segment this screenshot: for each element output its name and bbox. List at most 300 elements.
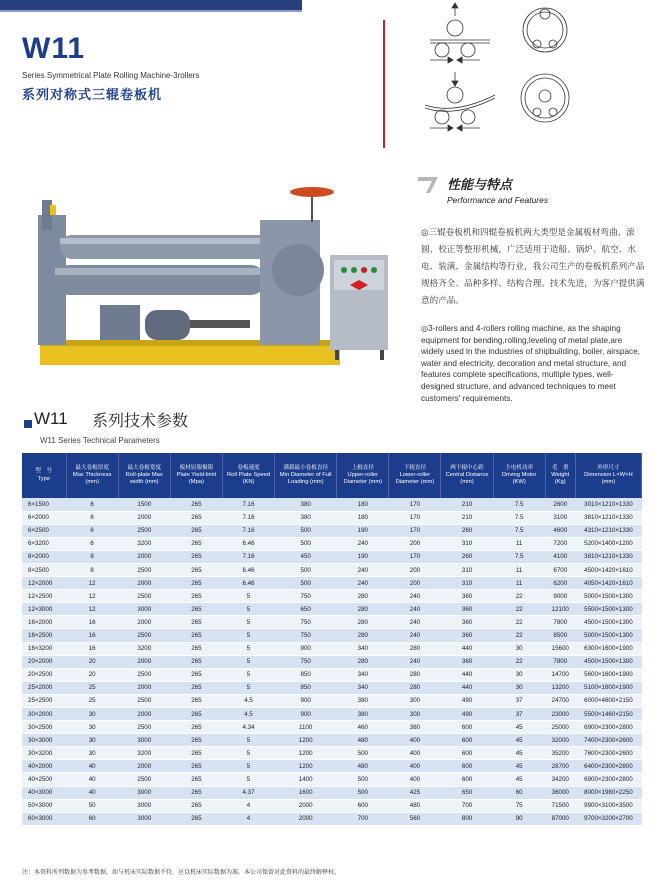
table-cell: 4310×1210×1330 bbox=[575, 524, 641, 537]
table-cell: 265 bbox=[170, 616, 222, 629]
table-cell: 460 bbox=[337, 721, 389, 734]
table-cell: 30 bbox=[493, 642, 545, 655]
table-cell: 500 bbox=[275, 524, 337, 537]
table-cell: 3000 bbox=[118, 786, 170, 799]
table-cell: 6.46 bbox=[222, 577, 274, 590]
column-header-cn: 主电机功率 bbox=[505, 464, 534, 471]
table-cell: 45 bbox=[493, 734, 545, 747]
table-cell: 50×3000 bbox=[22, 799, 66, 812]
table-row bbox=[22, 760, 642, 773]
table-cell: 6×3200 bbox=[22, 537, 66, 550]
table-cell: 28700 bbox=[545, 760, 575, 773]
table-cell: 5 bbox=[222, 734, 274, 747]
table-cell: 240 bbox=[389, 655, 441, 668]
table-cell: 360 bbox=[441, 590, 493, 603]
column-header bbox=[441, 453, 493, 498]
table-cell: 11 bbox=[493, 537, 545, 550]
table-cell: 2500 bbox=[118, 629, 170, 642]
red-divider bbox=[383, 20, 385, 148]
table-cell: 16×3200 bbox=[22, 642, 66, 655]
table-cell: 400 bbox=[389, 760, 441, 773]
table-cell: 2000 bbox=[118, 708, 170, 721]
table-cell: 210 bbox=[441, 511, 493, 524]
table-cell: 480 bbox=[337, 760, 389, 773]
table-cell: 850 bbox=[275, 668, 337, 681]
table-cell: 6×1500 bbox=[22, 498, 66, 511]
table-cell: 4.37 bbox=[222, 786, 274, 799]
table-cell: 9900×3100×3500 bbox=[575, 799, 641, 812]
table-cell: 280 bbox=[337, 603, 389, 616]
table-cell: 30×2500 bbox=[22, 721, 66, 734]
table-cell: 240 bbox=[337, 577, 389, 590]
table-cell: 1100 bbox=[275, 721, 337, 734]
table-cell: 16×2000 bbox=[22, 616, 66, 629]
table-cell: 3200 bbox=[118, 747, 170, 760]
table-cell: 280 bbox=[389, 668, 441, 681]
table-cell: 11 bbox=[493, 563, 545, 576]
table-cell: 650 bbox=[441, 786, 493, 799]
table-cell: 5 bbox=[222, 655, 274, 668]
table-cell: 310 bbox=[441, 563, 493, 576]
table-cell: 600 bbox=[441, 747, 493, 760]
table-cell: 310 bbox=[441, 577, 493, 590]
table-cell: 12×2500 bbox=[22, 590, 66, 603]
table-cell: 600 bbox=[337, 799, 389, 812]
column-header-cn: 型 号 bbox=[35, 468, 53, 475]
table-cell: 265 bbox=[170, 812, 222, 825]
footnote: 注：本资料所列数据为参考数据，如与机床实际数据不符，应以机床实际数据为准。本公司保留对此资料的最终解释权。 bbox=[22, 869, 341, 876]
table-cell: 280 bbox=[337, 590, 389, 603]
table-cell: 2500 bbox=[118, 524, 170, 537]
table-cell: 20×2500 bbox=[22, 668, 66, 681]
table-cell: 2000 bbox=[118, 616, 170, 629]
table-cell: 6200 bbox=[545, 577, 575, 590]
table-cell: 6 bbox=[66, 524, 118, 537]
table-cell: 450 bbox=[275, 550, 337, 563]
table-cell: 380 bbox=[337, 708, 389, 721]
table-header-row bbox=[22, 453, 642, 498]
table-cell: 50 bbox=[66, 799, 118, 812]
table-cell: 425 bbox=[389, 786, 441, 799]
table-cell: 380 bbox=[337, 694, 389, 707]
table-cell: 5 bbox=[222, 603, 274, 616]
table-cell: 480 bbox=[389, 799, 441, 812]
column-header bbox=[118, 453, 170, 498]
table-cell: 480 bbox=[337, 734, 389, 747]
column-header-cn: 最大卷板厚度 bbox=[75, 464, 109, 471]
table-cell: 4100 bbox=[545, 550, 575, 563]
column-header-en: Plate Yield-limit (Mpa) bbox=[176, 471, 217, 486]
table-cell: 260 bbox=[441, 550, 493, 563]
table-cell: 265 bbox=[170, 760, 222, 773]
table-cell: 265 bbox=[170, 799, 222, 812]
table-cell: 6 bbox=[66, 537, 118, 550]
table-cell: 265 bbox=[170, 498, 222, 511]
table-cell: 5 bbox=[222, 616, 274, 629]
table-cell: 7.16 bbox=[222, 498, 274, 511]
column-header bbox=[389, 453, 441, 498]
column-header-en: Type bbox=[37, 475, 51, 482]
table-cell: 3810×1210×1330 bbox=[575, 511, 641, 524]
table-cell: 4 bbox=[222, 799, 274, 812]
section-marker bbox=[24, 420, 32, 428]
rolling-process-diagram bbox=[410, 0, 580, 140]
table-cell: 40 bbox=[66, 786, 118, 799]
model-title: W11 bbox=[22, 32, 86, 65]
series-title-en: Series Symmetrical Plate Rolling Machine-3rollers bbox=[22, 71, 200, 80]
table-cell: 22 bbox=[493, 603, 545, 616]
table-cell: 5600×1600×1900 bbox=[575, 668, 641, 681]
table-cell: 5 bbox=[222, 773, 274, 786]
table-cell: 240 bbox=[389, 603, 441, 616]
table-cell: 340 bbox=[337, 668, 389, 681]
table-cell: 500 bbox=[337, 786, 389, 799]
table-cell: 7.16 bbox=[222, 550, 274, 563]
table-row bbox=[22, 694, 642, 707]
table-cell: 180 bbox=[337, 511, 389, 524]
table-cell: 6.46 bbox=[222, 563, 274, 576]
table-subtitle: W11 Series Technical Parameters bbox=[40, 436, 160, 445]
column-header-en: Min Diameter of Full Loading (mm) bbox=[279, 471, 332, 486]
table-cell: 30×3000 bbox=[22, 734, 66, 747]
table-cell: 750 bbox=[275, 655, 337, 668]
table-row bbox=[22, 668, 642, 681]
table-cell: 265 bbox=[170, 629, 222, 642]
table-cell: 30 bbox=[66, 747, 118, 760]
table-cell: 3000 bbox=[118, 734, 170, 747]
table-cell: 3000 bbox=[118, 812, 170, 825]
table-cell: 2000 bbox=[118, 655, 170, 668]
column-header-cn: 外形尺寸 bbox=[597, 464, 620, 471]
table-cell: 36000 bbox=[545, 786, 575, 799]
table-cell: 500 bbox=[337, 747, 389, 760]
table-cell: 25000 bbox=[545, 721, 575, 734]
table-title-model: W11 bbox=[34, 409, 68, 428]
table-cell: 600 bbox=[441, 773, 493, 786]
machine-base bbox=[40, 345, 340, 365]
table-cell: 750 bbox=[275, 629, 337, 642]
table-row bbox=[22, 642, 642, 655]
table-cell: 22 bbox=[493, 616, 545, 629]
table-cell: 240 bbox=[389, 590, 441, 603]
table-cell: 30 bbox=[66, 734, 118, 747]
table-cell: 265 bbox=[170, 734, 222, 747]
table-cell: 360 bbox=[441, 603, 493, 616]
table-cell: 4 bbox=[222, 812, 274, 825]
table-cell: 2000 bbox=[118, 681, 170, 694]
table-cell: 900 bbox=[275, 694, 337, 707]
table-cell: 700 bbox=[337, 812, 389, 825]
table-cell: 90 bbox=[493, 812, 545, 825]
table-cell: 5 bbox=[222, 747, 274, 760]
table-row bbox=[22, 786, 642, 799]
table-cell: 6.46 bbox=[222, 537, 274, 550]
drive-motor bbox=[145, 310, 190, 340]
header-accent-line bbox=[0, 10, 302, 12]
table-cell: 5500×1460×2150 bbox=[575, 708, 641, 721]
table-row bbox=[22, 655, 642, 668]
table-cell: 300 bbox=[389, 708, 441, 721]
table-cell: 6 bbox=[66, 498, 118, 511]
table-cell: 7200 bbox=[545, 537, 575, 550]
table-cell: 265 bbox=[170, 563, 222, 576]
table-cell: 23000 bbox=[545, 708, 575, 721]
table-cell: 2000 bbox=[118, 511, 170, 524]
column-header-cn: 最大卷板宽度 bbox=[127, 464, 162, 471]
table-row bbox=[22, 721, 642, 734]
table-row bbox=[22, 616, 642, 629]
table-cell: 650 bbox=[275, 603, 337, 616]
lower-roller-right-circle bbox=[461, 43, 475, 57]
table-cell: 11 bbox=[493, 577, 545, 590]
table-cell: 25 bbox=[66, 694, 118, 707]
technical-parameters-table bbox=[22, 453, 642, 826]
table-cell: 32000 bbox=[545, 734, 575, 747]
table-cell: 2500 bbox=[118, 563, 170, 576]
table-cell: 400 bbox=[389, 734, 441, 747]
table-cell: 310 bbox=[441, 537, 493, 550]
table-cell: 3200 bbox=[118, 537, 170, 550]
table-cell: 25×2000 bbox=[22, 681, 66, 694]
table-cell: 600 bbox=[441, 760, 493, 773]
table-cell: 8 bbox=[66, 563, 118, 576]
table-cell: 265 bbox=[170, 773, 222, 786]
table-cell: 7400×2300×2600 bbox=[575, 734, 641, 747]
table-cell: 87000 bbox=[545, 812, 575, 825]
table-row bbox=[22, 550, 642, 563]
table-cell: 2000 bbox=[118, 760, 170, 773]
table-row bbox=[22, 747, 642, 760]
table-cell: 280 bbox=[337, 655, 389, 668]
table-cell: 180 bbox=[337, 498, 389, 511]
table-title-cn: 系列技术参数 bbox=[92, 411, 189, 430]
table-cell: 45 bbox=[493, 760, 545, 773]
table-cell: 265 bbox=[170, 537, 222, 550]
table-cell: 7800 bbox=[545, 616, 575, 629]
table-cell: 600 bbox=[441, 734, 493, 747]
table-cell: 20 bbox=[66, 668, 118, 681]
table-cell: 7.5 bbox=[493, 511, 545, 524]
table-cell: 40×3000 bbox=[22, 786, 66, 799]
column-header-en: Roll-plate Max width (mm) bbox=[125, 471, 163, 486]
table-cell: 5 bbox=[222, 590, 274, 603]
table-cell: 200 bbox=[389, 537, 441, 550]
table-cell: 3200 bbox=[118, 642, 170, 655]
table-cell: 4.5 bbox=[222, 694, 274, 707]
table-cell: 60 bbox=[66, 812, 118, 825]
table-cell: 265 bbox=[170, 786, 222, 799]
table-cell: 15600 bbox=[545, 642, 575, 655]
table-cell: 6×2500 bbox=[22, 524, 66, 537]
table-cell: 190 bbox=[337, 524, 389, 537]
table-cell: 22 bbox=[493, 655, 545, 668]
table-cell: 2000 bbox=[118, 550, 170, 563]
table-cell: 280 bbox=[337, 629, 389, 642]
table-cell: 4500×1420×1610 bbox=[575, 563, 641, 576]
table-cell: 260 bbox=[441, 524, 493, 537]
table-cell: 380 bbox=[275, 498, 337, 511]
table-cell: 2000 bbox=[275, 812, 337, 825]
table-cell: 210 bbox=[441, 498, 493, 511]
column-header-en: Central Distance (mm) bbox=[445, 471, 489, 486]
table-cell: 13200 bbox=[545, 681, 575, 694]
table-cell: 265 bbox=[170, 721, 222, 734]
table-cell: 360 bbox=[441, 616, 493, 629]
table-cell: 2500 bbox=[118, 773, 170, 786]
table-cell: 7600×2300×2600 bbox=[575, 747, 641, 760]
table-cell: 12100 bbox=[545, 603, 575, 616]
table-cell: 750 bbox=[275, 616, 337, 629]
column-header-cn: 两下辊中心距 bbox=[450, 464, 484, 471]
table-cell: 3000 bbox=[118, 603, 170, 616]
table-row bbox=[22, 734, 642, 747]
table-row bbox=[22, 577, 642, 590]
table-cell: 4500×1500×1300 bbox=[575, 655, 641, 668]
column-header-en: Upper-roller Diameter (mm) bbox=[343, 471, 383, 486]
table-cell: 700 bbox=[441, 799, 493, 812]
table-cell: 6×2000 bbox=[22, 511, 66, 524]
table-cell: 5500×1500×1300 bbox=[575, 603, 641, 616]
table-row bbox=[22, 524, 642, 537]
table-cell: 2500 bbox=[118, 721, 170, 734]
table-cell: 8000×1980×2250 bbox=[575, 786, 641, 799]
table-cell: 7800 bbox=[545, 655, 575, 668]
table-cell: 6 bbox=[66, 511, 118, 524]
table-cell: 300 bbox=[389, 694, 441, 707]
table-cell: 2000 bbox=[275, 799, 337, 812]
table-cell: 2600 bbox=[545, 498, 575, 511]
column-header bbox=[170, 453, 222, 498]
table-cell: 850 bbox=[275, 681, 337, 694]
table-cell: 265 bbox=[170, 550, 222, 563]
upper-roller-circle bbox=[447, 20, 463, 36]
table-cell: 1600 bbox=[275, 786, 337, 799]
column-header bbox=[275, 453, 337, 498]
table-cell: 22 bbox=[493, 590, 545, 603]
table-cell: 240 bbox=[389, 616, 441, 629]
table-cell: 500 bbox=[275, 563, 337, 576]
table-cell: 490 bbox=[441, 694, 493, 707]
table-cell: 60 bbox=[493, 786, 545, 799]
table-cell: 20×2000 bbox=[22, 655, 66, 668]
table-cell: 360 bbox=[441, 655, 493, 668]
column-header bbox=[66, 453, 118, 498]
table-cell: 37 bbox=[493, 708, 545, 721]
column-header bbox=[545, 453, 575, 498]
table-cell: 500 bbox=[275, 577, 337, 590]
table-cell: 16×2500 bbox=[22, 629, 66, 642]
table-cell: 265 bbox=[170, 511, 222, 524]
table-cell: 170 bbox=[389, 511, 441, 524]
table-cell: 16 bbox=[66, 642, 118, 655]
table-row bbox=[22, 537, 642, 550]
table-cell: 280 bbox=[337, 616, 389, 629]
table-cell: 45 bbox=[493, 747, 545, 760]
table-cell: 400 bbox=[389, 773, 441, 786]
table-cell: 265 bbox=[170, 655, 222, 668]
table-cell: 1200 bbox=[275, 760, 337, 773]
table-cell: 34200 bbox=[545, 773, 575, 786]
table-cell: 490 bbox=[441, 708, 493, 721]
table-cell: 5 bbox=[222, 668, 274, 681]
table-cell: 9700×3200×2700 bbox=[575, 812, 641, 825]
table-row bbox=[22, 629, 642, 642]
table-cell: 75 bbox=[493, 799, 545, 812]
table-row bbox=[22, 511, 642, 524]
table-cell: 12 bbox=[66, 590, 118, 603]
table-cell: 265 bbox=[170, 708, 222, 721]
table-cell: 45 bbox=[493, 773, 545, 786]
table-cell: 750 bbox=[275, 590, 337, 603]
features-description-cn: ◎三辊卷板机和四辊卷板机两大类型是金属板材弯曲、滚圆、校正等整形机械，广泛适用于造船、锅炉、航空、水电、装潢、金属结构等行业，我公司生产的卷板机系列产品规格齐全、品种多样、结构合理、技术先进，为客户提供满意的产品。 bbox=[421, 228, 645, 306]
table-cell: 440 bbox=[441, 681, 493, 694]
table-cell: 35200 bbox=[545, 747, 575, 760]
table-cell: 240 bbox=[389, 629, 441, 642]
table-cell: 200 bbox=[389, 563, 441, 576]
table-cell: 8×2500 bbox=[22, 563, 66, 576]
table-cell: 30×2000 bbox=[22, 708, 66, 721]
table-cell: 1200 bbox=[275, 747, 337, 760]
lower-roller-left-circle bbox=[435, 43, 449, 57]
table-cell: 5200×1400×1200 bbox=[575, 537, 641, 550]
table-cell: 265 bbox=[170, 668, 222, 681]
table-cell: 6700 bbox=[545, 563, 575, 576]
table-row bbox=[22, 563, 642, 576]
gear-reducer bbox=[100, 305, 140, 340]
table-cell: 4.34 bbox=[222, 721, 274, 734]
table-cell: 2500 bbox=[118, 668, 170, 681]
column-header-en: Lower-roller Diameter (mm) bbox=[395, 471, 435, 486]
features-description-en: ◎3-rollers and 4-rollers rolling machine, as the shaping equipment for bending,rolling,leveling of metal plate,are widely used in the industries of shipbuilding, boiler, airspace, water and electricity, decoration and metal structure, and features complete specifications, multiple types, well-designed structure, and advanced techniques to meet customers' requirements. bbox=[421, 324, 640, 403]
table-cell: 400 bbox=[389, 747, 441, 760]
table-cell: 16 bbox=[66, 629, 118, 642]
table-cell: 4600 bbox=[545, 524, 575, 537]
features-arrow-icon bbox=[418, 175, 442, 195]
column-header-cn: 卷板速度 bbox=[237, 464, 260, 471]
column-header-cn: 毛 重 bbox=[551, 464, 569, 471]
rolling-machine-illustration bbox=[30, 160, 410, 385]
table-row bbox=[22, 590, 642, 603]
table-cell: 340 bbox=[337, 642, 389, 655]
column-header bbox=[337, 453, 389, 498]
table-cell: 2000 bbox=[118, 577, 170, 590]
table-cell: 3000 bbox=[118, 799, 170, 812]
column-header bbox=[493, 453, 545, 498]
table-cell: 3010×1210×1330 bbox=[575, 498, 641, 511]
column-header-cn: 满载最小卷板直径 bbox=[283, 464, 329, 471]
table-cell: 265 bbox=[170, 747, 222, 760]
table-cell: 12 bbox=[66, 603, 118, 616]
table-cell: 12×3000 bbox=[22, 603, 66, 616]
table-cell: 265 bbox=[170, 577, 222, 590]
table-cell: 40 bbox=[66, 773, 118, 786]
table-cell: 7.16 bbox=[222, 524, 274, 537]
table-cell: 6900×2300×2800 bbox=[575, 721, 641, 734]
table-cell: 7.5 bbox=[493, 498, 545, 511]
table-cell: 500 bbox=[337, 773, 389, 786]
table-cell: 8×2000 bbox=[22, 550, 66, 563]
table-cell: 5 bbox=[222, 760, 274, 773]
table-cell: 30 bbox=[493, 681, 545, 694]
table-cell: 7.5 bbox=[493, 550, 545, 563]
table-cell: 265 bbox=[170, 694, 222, 707]
table-cell: 265 bbox=[170, 590, 222, 603]
table-cell: 25×2500 bbox=[22, 694, 66, 707]
table-cell: 190 bbox=[337, 550, 389, 563]
column-header-en: Driving Motor (KW) bbox=[501, 471, 537, 486]
table-cell: 170 bbox=[389, 550, 441, 563]
table-cell: 560 bbox=[389, 812, 441, 825]
